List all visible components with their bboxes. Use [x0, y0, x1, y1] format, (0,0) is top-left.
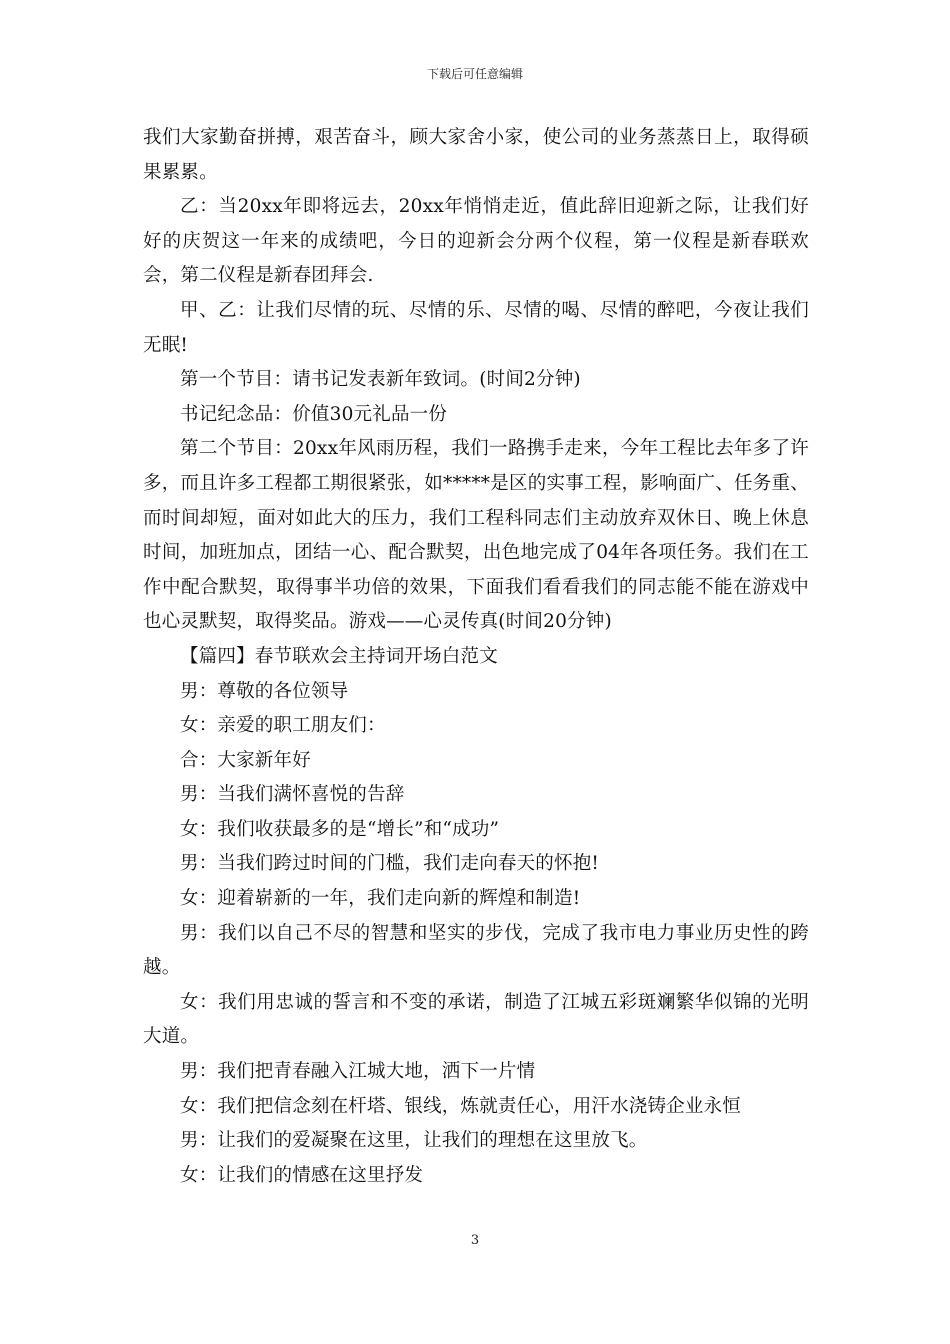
dialogue-line: 男：让我们的爱凝聚在这里，让我们的理想在这里放飞。 — [180, 1130, 648, 1152]
dialogue-line: 女：我们把信念刻在杆塔、银线，炼就责任心，用汗水浇铸企业永恒 — [180, 1095, 742, 1117]
paragraph: 乙：当20xx年即将远去，20xx年悄悄走近，值此辞旧迎新之际，让我们好好的庆贺这一年来的成绩吧，今日的迎新会分两个仪程，第一仪程是新春联欢会，第二仪程是新春团拜会. — [143, 196, 809, 287]
page-number: 3 — [470, 1233, 480, 1248]
dialogue-line: 男：当我们跨过时间的门槛，我们走向春天的怀抱! — [180, 853, 600, 875]
paragraph: 第二个节目：20xx年风雨历程，我们一路携手走来，今年工程比去年多了许多，而且许多工程都工期很紧张，如*****是区的实事工程，影响面广、任务重、而时间却短，面对如此大的压力，我们工程科同志们主动放弃双休日、晚上休息时间，加班加点，团结一心、配合默契，出色地完成了04年各项任务。我们在工作中配合默契，取得事半功倍的效果，下面我们看看我们的同志能不能在游戏中也心灵默契，取得奖品。游戏——心灵传真(时间20分钟) — [143, 438, 809, 633]
page-header: 下载后可任意编辑 — [426, 67, 523, 81]
dialogue-line: 男：我们以自己不尽的智慧和坚实的步伐，完成了我市电力事业历史性的跨越。 — [143, 922, 809, 979]
dialogue-line: 男：我们把青春融入江城大地，洒下一片情 — [180, 1061, 536, 1083]
paragraph: 甲、乙：让我们尽情的玩、尽情的乐、尽情的喝、尽情的醉吧，今夜让我们无眠! — [143, 299, 809, 356]
dialogue-line: 男：尊敬的各位领导 — [180, 680, 349, 702]
dialogue-line: 女：亲爱的职工朋友们： — [180, 715, 386, 737]
paragraph: 书记纪念品：价值30元礼品一份 — [180, 403, 448, 425]
dialogue-line: 女：我们用忠诚的誓言和不变的承诺，制造了江城五彩斑斓繁华似锦的光明大道。 — [143, 991, 809, 1048]
section-heading: 【篇四】春节联欢会主持词开场白范文 — [180, 645, 498, 667]
document-body — [143, 121, 809, 1193]
dialogue-line: 女：迎着崭新的一年，我们走向新的辉煌和制造! — [180, 888, 581, 910]
dialogue-line: 女：我们收获最多的是“增长”和“成功” — [180, 818, 500, 840]
paragraph: 我们大家勤奋拼搏，艰苦奋斗，顾大家舍小家，使公司的业务蒸蒸日上，取得硕果累累。 — [143, 127, 809, 183]
paragraph: 第一个节目：请书记发表新年致词。(时间2分钟) — [180, 369, 581, 391]
dialogue-line: 女：让我们的情感在这里抒发 — [180, 1164, 424, 1186]
dialogue-line: 合：大家新年好 — [180, 749, 311, 771]
dialogue-line: 男：当我们满怀喜悦的告辞 — [180, 784, 405, 806]
